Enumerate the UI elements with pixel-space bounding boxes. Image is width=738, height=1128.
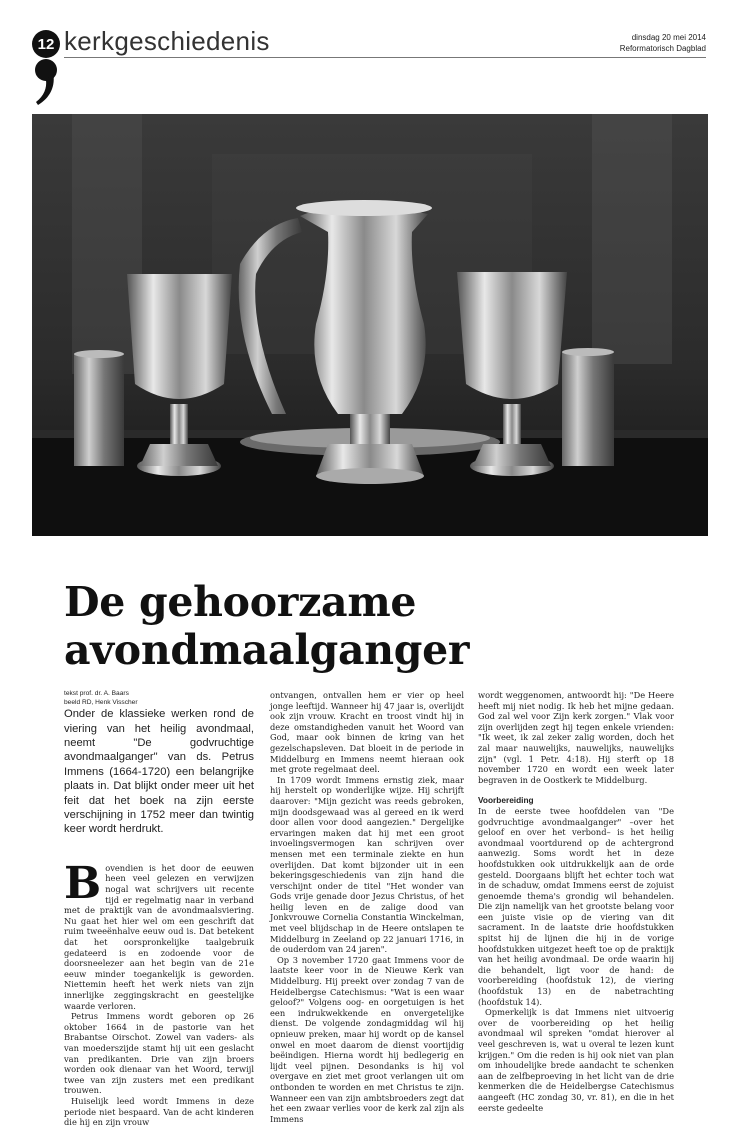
header-rule xyxy=(64,57,706,58)
issue-date: dinsdag 20 mei 2014 xyxy=(631,33,706,42)
paragraph: Opmerkelijk is dat Immens niet uitvoerig over de voorbereiding op het heilig avondmaal wil spreken "omdat hierover al veel geschreven is, wat u overal te lezen kunt krijgen." Om die reden is hij ook niet van plan om inhoudelijke brede aandacht te schenken aan de zelfbeproeving in het licht van de drie kenmerken die de Heidelbergse Catechismus aangeeft (HC zondag 30, vr. 81), en die in het eerste gedeelte xyxy=(478,1007,674,1113)
article-lead: Onder de klassieke werken rond de viering van het heilig avondmaal, neemt "De godvruchtige avondmaalganger" van ds. Petrus Immens (1664-1720) een belangrijke plaats in. Dat blijkt onder meer uit het feit dat het boek na zijn eerste verschijning in 1752 meer dan twintig keer wordt herdrukt. xyxy=(64,708,254,836)
article-column-1 xyxy=(64,690,254,1128)
headline-line-2: avondmaalganger xyxy=(64,626,470,674)
page-number-badge xyxy=(32,30,60,58)
comma-logo-icon xyxy=(34,58,58,106)
page-number: 12 xyxy=(37,35,55,53)
paragraph: In de eerste twee hoofddelen van "De godvruchtige avondmaalganger" –over het geloof en over het verbond– is het heilig avondmaal voortdurend op de achtergrond aanwezig. Soms wordt het in deze hoofdstukken ook uitdrukkelijk aan de orde gesteld. Doorgaans blijft het echter toch wat in de schaduw, omdat Immens eerst de zojuist genoemde thema's grondig wil behandelen. Die zijn namelijk van het grootste belang voor een juiste visie op de viering van dit sacrament. In de laatste drie hoofdstukken spitst hij de lijnen die hij in de vorige hoofdstukken uitgezet heeft toe op de praktijk van het heilig avondmaal. De orde waarin hij die behandelt, ligt voor de hand: de voorbereiding (hoofdstuk 12), de viering (hoofdstuk 13) en de nabetrachting (hoofdstuk 14). xyxy=(478,805,674,1007)
body-start xyxy=(64,857,254,1128)
paragraph: ontvangen, ontvallen hem er vier op heel jonge leeftijd. Wanneer hij 47 jaar is, overlijdt ook zijn vrouw. Kracht en troost vindt hij in deze omstandigheden vanuit het Woord van God, maar ook binnen de kring van het gezelschapsleven. Dat bloeit in de periode in Middelburg en Immens neemt hieraan ook met grote regelmaat deel. xyxy=(270,690,464,775)
paragraph: wordt weggenomen, antwoordt hij: "De Heere heeft mij niet nodig. Ik heb het mijne gedaan. God zal wel voor Zijn kerk zorgen." Vlak voor zijn overlijden zegt hij tegen enkele vrienden: "Ik weet, ik zal zeker zalig worden, doch het zal maar nauwelijks, nauwelijks, nauwelijks zijn" (vgl. 1 Petr. 4:18). Hij sterft op 18 november 1720 en wordt een week later begraven in de Oostkerk te Middelburg. xyxy=(478,690,674,785)
credit-text: tekst prof. dr. A. Baars xyxy=(64,690,129,697)
paragraph: Huiselijk leed wordt Immens in deze periode niet bespaard. Van de acht kinderen die hij en zijn vrouw xyxy=(64,1095,254,1128)
paragraph: In 1709 wordt Immens ernstig ziek, maar hij herstelt op wonderlijke wijze. Hij schrijft daarover: "Mijn gezicht was reeds gebroken, mijn doodsgewaad was al gereed en ik werd door allen voor dood aangezien." Dergelijke ervaringen maken dat hij met een groot invoelingsvermogen kan schrijven over mensen met een terminale ziekte en hun overlijden. Dat komt bijzonder uit in een bekeringsgeschiedenis van zijn hand die verschijnt onder de titel "Het wonder van Gods vrije genade door Jezus Christus, of het heilig leven en de zalige dood van Jonkvrouwe Cornelia Constantia Winckelman, met veel blijdschap in de Heere ontslapen te Middelburg in Zeeland op 22 januari 1716, in de ouderdom van 24 jaren". xyxy=(270,774,464,955)
article-headline xyxy=(64,578,684,674)
paragraph: ovendien is het door de eeuwen heen veel gelezen en verwijzen nogal wat schrijvers uit recente tijd er regelmatig naar in verband met de praktijk van de avondmaalsviering. Nu gaat het hier wel om een geschrift dat ruim tweeënhalve eeuw oud is. Dat betekent dat het oorspronkelijke taalgebruik gedateerd is en zodoende voor de doorsneelezer aan het begin van de 21e eeuw minder toegankelijk is geworden. Niettemin heeft het werk niets van zijn innerlijke zeggingskracht en geestelijke waarde verloren. xyxy=(64,862,254,1011)
subheading: Voorbereiding xyxy=(478,795,534,806)
paragraph: Petrus Immens wordt geboren op 26 oktober 1664 in de pastorie van het Brabantse Oirschot. Zowel van vaders- als van moederszijde stamt hij uit een geslacht van predikanten. Drie van zijn broers worden ook dienaar van het Woord, terwijl twee van zijn zusters met een predikant trouwen. xyxy=(64,1011,254,1096)
article-column-3 xyxy=(478,690,674,1113)
credit-image: beeld RD, Henk Visscher xyxy=(64,698,138,706)
publication-name: Reformatorisch Dagblad xyxy=(619,44,706,53)
section-title: kerkgeschiedenis xyxy=(64,26,270,56)
byline xyxy=(64,690,254,707)
dropcap: B xyxy=(64,857,102,909)
article-photo xyxy=(32,114,708,536)
header-meta xyxy=(620,32,706,54)
headline-line-1: De gehoorzame xyxy=(64,578,417,626)
paragraph: Op 3 november 1720 gaat Immens voor de laatste keer voor in de Nieuwe Kerk van Middelburg. Hij preekt over zondag 7 van de Heidelbergse Catechismus: "Wat is een waar geloof?" Volgens oog- en oorgetuigen is het een indrukwekkende en onvergetelijke dienst. De volgende zondagmiddag wil hij opnieuw preken, maar hij wordt op de kansel onwel en moet daarom de dienst voortijdig beëindigen. Hierna wordt hij bedlegerig en lijdt veel pijnen. Desondanks is hij vol overgave en ziet met groot verlangen uit om ontbonden te worden en met Christus te zijn. Wanneer een van zijn ambtsbroeders zegt dat het een zwaar verlies voor de kerk zal zijn als Immens xyxy=(270,954,464,1124)
article-column-2 xyxy=(270,690,464,1124)
